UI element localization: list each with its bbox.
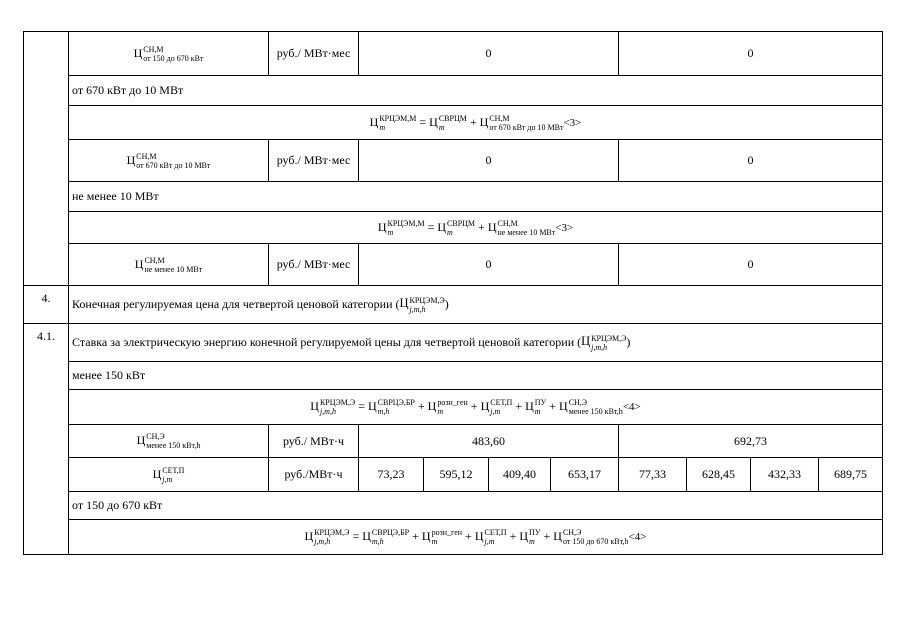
table-row (24, 106, 883, 140)
formula: Ц КРЦЭМ,М m = Ц СВРЦМ m + Ц СН,М от 670 кВт до 10 МВт <3> (69, 106, 883, 140)
value-cell: 77,33 (619, 458, 687, 492)
price-symbol: Ц СН,М от 670 кВт до 10 МВт (69, 140, 269, 182)
value-cell: 0 (359, 140, 619, 182)
table-row (24, 492, 883, 520)
formula: Ц КРЦЭМ,М m = Ц СВРЦМ m + Ц СН,М не менее 10 МВт <3> (69, 212, 883, 244)
table-row (24, 140, 883, 182)
price-symbol: Ц СН,Э менее 150 кВт,h (69, 425, 269, 458)
table-row (24, 286, 883, 324)
unit-cell: руб./ МВт·мес (269, 32, 359, 76)
number-cell-empty (24, 32, 69, 286)
value-cell: 689,75 (819, 458, 883, 492)
table-row (24, 76, 883, 106)
value-cell: 0 (619, 244, 883, 286)
value-cell: 0 (359, 32, 619, 76)
unit-cell: руб./ МВт·ч (269, 425, 359, 458)
table-row (24, 212, 883, 244)
value-cell: 653,17 (551, 458, 619, 492)
section-label: от 670 кВт до 10 МВт (69, 76, 883, 106)
row-number: 4. (24, 286, 69, 324)
section-label: от 150 до 670 кВт (69, 492, 883, 520)
formula: Ц КРЦЭМ,Э j,m,h = Ц СВРЦЭ,БР m,h + Ц розн_ген m + Ц СЕТ,П j,m + Ц ПУ m + Ц СН,Э от 150 до 670 кВт,h <4> (69, 520, 883, 555)
value-cell: 0 (359, 244, 619, 286)
formula: Ц КРЦЭМ,Э j,m,h = Ц СВРЦЭ,БР m,h + Ц розн_ген m + Ц СЕТ,П j,m + Ц ПУ m + Ц СН,Э менее 150 кВт,h <4> (69, 390, 883, 425)
value-cell: 692,73 (619, 425, 883, 458)
tariff-table (23, 31, 883, 555)
value-cell: 409,40 (489, 458, 551, 492)
price-symbol: Ц СН,М не менее 10 МВт (69, 244, 269, 286)
price-symbol: Ц СЕТ,П j,m (69, 458, 269, 492)
section-label: не менее 10 МВт (69, 182, 883, 212)
value-cell: 73,23 (359, 458, 424, 492)
table-row (24, 425, 883, 458)
value-cell: 483,60 (359, 425, 619, 458)
section-label: менее 150 кВт (69, 362, 883, 390)
value-cell: 0 (619, 140, 883, 182)
section-heading: Конечная регулируемая цена для четвертой ценовой категории (Ц КРЦЭМ,Э j,m,h ) (69, 286, 883, 324)
table-row (24, 324, 883, 362)
unit-cell: руб./МВт·ч (269, 458, 359, 492)
unit-cell: руб./ МВт·мес (269, 244, 359, 286)
value-cell: 432,33 (751, 458, 819, 492)
value-cell: 628,45 (687, 458, 751, 492)
value-cell: 595,12 (424, 458, 489, 492)
table-row (24, 520, 883, 555)
table-row (24, 362, 883, 390)
section-heading: Ставка за электрическую энергию конечной регулируемой цены для четвертой ценовой категории (Ц КРЦЭМ,Э j,m,h ) (69, 324, 883, 362)
unit-cell: руб./ МВт·мес (269, 140, 359, 182)
row-number: 4.1. (24, 324, 69, 555)
table-row (24, 244, 883, 286)
table-row (24, 390, 883, 425)
price-symbol: Ц СН,М от 150 до 670 кВт (69, 32, 269, 76)
table-row (24, 32, 883, 76)
value-cell: 0 (619, 32, 883, 76)
table-row (24, 182, 883, 212)
table-row (24, 458, 883, 492)
